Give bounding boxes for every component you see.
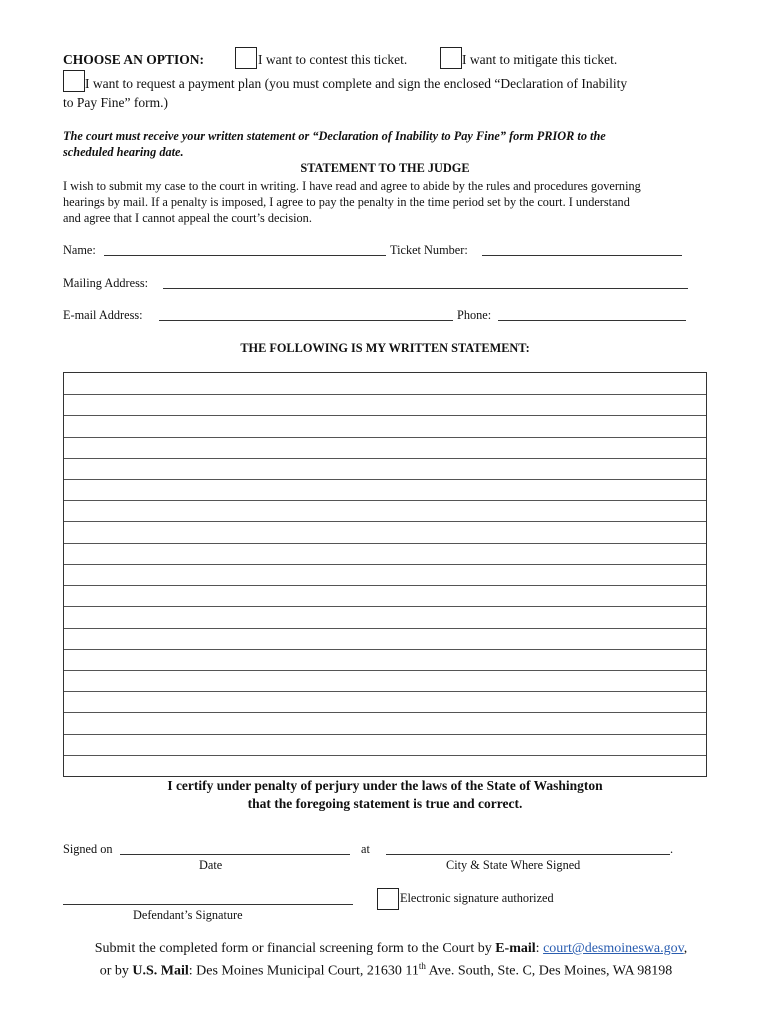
statement-text-line1: I wish to submit my case to the court in writing. I have read and agree to abide by the rules and procedures governing (63, 179, 641, 193)
statement-writing-line (64, 691, 706, 692)
date-caption: Date (199, 858, 223, 872)
at-label: at (361, 842, 370, 856)
written-statement-heading: THE FOLLOWING IS MY WRITTEN STATEMENT: (240, 341, 530, 355)
mailing-address-field[interactable] (163, 276, 688, 289)
phone-field[interactable] (498, 308, 686, 321)
submit-instructions-line1: Submit the completed form or financial screening form to the Court by E-mail: court@desmoineswa.gov, (94, 941, 688, 956)
payment-plan-label-line2: to Pay Fine” form.) (63, 95, 168, 110)
payment-plan-label-line1: I want to request a payment plan (you must complete and sign the enclosed “Declaration of Inability (85, 76, 628, 91)
electronic-signature-checkbox[interactable] (377, 888, 399, 910)
statement-writing-line (64, 755, 706, 756)
statement-writing-line (64, 670, 706, 671)
statement-text-line2: hearings by mail. If a penalty is imposed, I agree to pay the penalty in the time period set by the court. I understand (63, 195, 630, 209)
statement-writing-line (64, 458, 706, 459)
mitigate-checkbox[interactable] (440, 47, 462, 69)
ticket-number-label: Ticket Number: (390, 243, 468, 257)
certification-line1: I certify under penalty of perjury under the laws of the State of Washington (167, 778, 603, 793)
statement-writing-line (64, 500, 706, 501)
statement-writing-line (64, 734, 706, 735)
email-address-field[interactable] (159, 308, 453, 321)
email-method-label: E-mail (495, 941, 536, 956)
statement-writing-line (64, 521, 706, 522)
statement-writing-line (64, 415, 706, 416)
deadline-notice-line1: The court must receive your written statement or “Declaration of Inability to Pay Fine” form PRIOR to the (63, 129, 606, 143)
certification-line2: that the foregoing statement is true and correct. (247, 796, 523, 811)
defendant-signature-caption: Defendant’s Signature (133, 908, 243, 922)
contest-option-label: I want to contest this ticket. (258, 52, 408, 67)
contest-checkbox[interactable] (235, 47, 257, 69)
email-address-label: E-mail Address: (63, 308, 143, 322)
deadline-notice-line2: scheduled hearing date. (63, 145, 184, 159)
signed-city-field[interactable] (386, 842, 670, 855)
payment-plan-checkbox[interactable] (63, 70, 85, 92)
statement-writing-line (64, 394, 706, 395)
statement-writing-line (64, 606, 706, 607)
statement-writing-line (64, 543, 706, 544)
mail-method-label: U.S. Mail (132, 963, 189, 979)
phone-label: Phone: (457, 308, 492, 322)
statement-writing-line (64, 564, 706, 565)
statement-writing-line (64, 712, 706, 713)
statement-title: STATEMENT TO THE JUDGE (300, 161, 470, 175)
statement-text-line3: and agree that I cannot appeal the court’s decision. (63, 211, 312, 225)
statement-writing-line (64, 649, 706, 650)
statement-writing-line (64, 437, 706, 438)
electronic-signature-label: Electronic signature authorized (400, 891, 554, 905)
mailing-address-label: Mailing Address: (63, 276, 149, 290)
ticket-number-field[interactable] (482, 243, 682, 256)
city-state-caption: City & State Where Signed (446, 858, 581, 872)
statement-writing-line (64, 479, 706, 480)
choose-option-heading: CHOOSE AN OPTION: (63, 52, 205, 67)
court-address-part1: : Des Moines Municipal Court, 21630 11 (188, 963, 419, 979)
name-field[interactable] (104, 243, 386, 256)
court-address-part2: Ave. South, Ste. C, Des Moines, WA 98198 (425, 963, 673, 979)
defendant-signature-field[interactable] (63, 892, 353, 905)
mitigate-option-label: I want to mitigate this ticket. (462, 52, 618, 67)
court-email-link[interactable]: court@desmoineswa.gov (543, 941, 684, 956)
statement-writing-line (64, 585, 706, 586)
statement-writing-line (64, 628, 706, 629)
submit-instructions-line2: or by U.S. Mail: Des Moines Municipal Court, 21630 11th Ave. South, Ste. C, Des Moines, WA 98198 (99, 961, 673, 979)
name-label: Name: (63, 243, 96, 257)
signed-on-label: Signed on (63, 842, 113, 856)
signed-date-field[interactable] (120, 842, 350, 855)
written-statement-box[interactable] (63, 372, 707, 777)
